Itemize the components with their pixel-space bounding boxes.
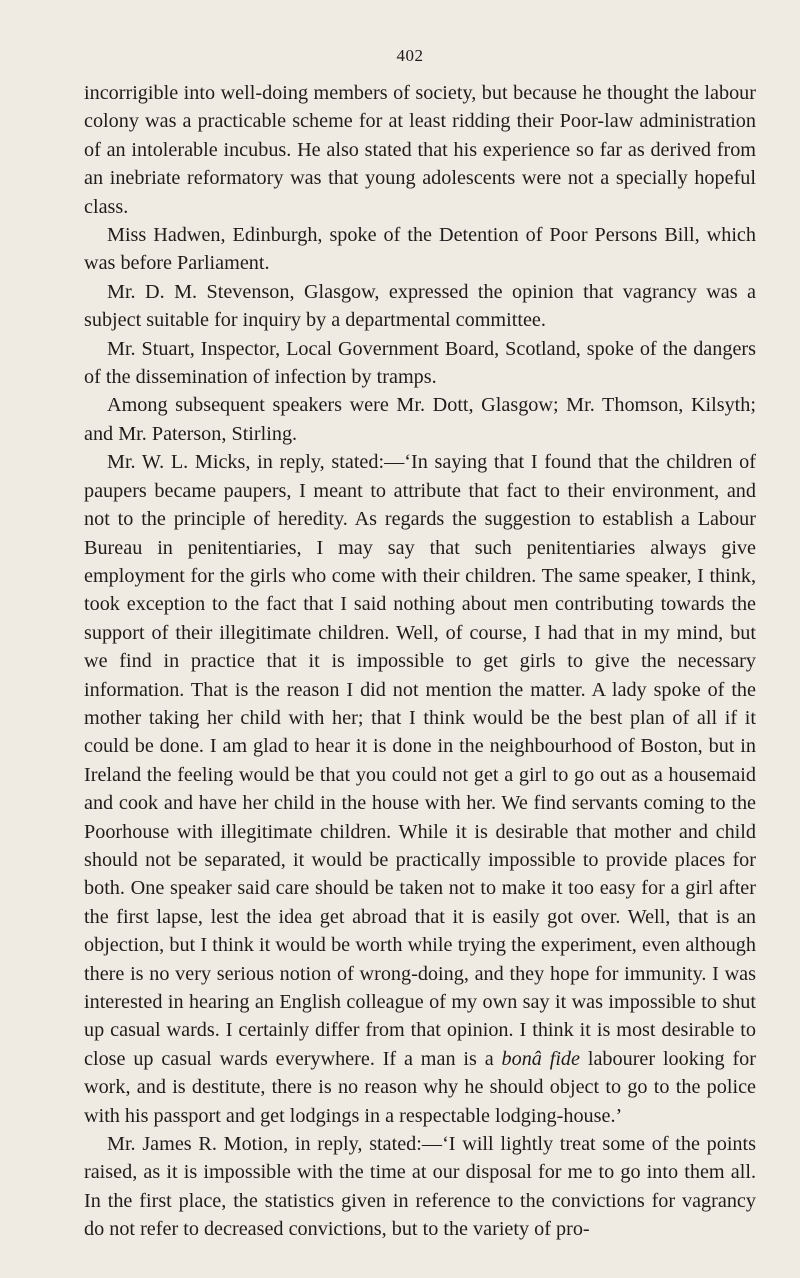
paragraph-subsequent-speakers: Among subsequent speakers were Mr. Dott, Glasgow; Mr. Thomson, Kilsyth; and Mr. Paterson, Stirling. [84,394,756,445]
paragraph-stevenson: Mr. D. M. Stevenson, Glasgow, expressed the opinion that vagrancy was a subject suitable for inquiry by a departmental committee. [84,280,756,332]
paragraph-continued: incorrigible into well-doing members of society, but because he thought the labour colony was a practicable scheme for at least ridding their Poor-law administration of an intolerable incubus. He also stated that his experience so far as derived from an inebriate reformatory was that young adolescents were not a specially hopeful class. [84,82,756,218]
paragraph-hadwen: Miss Hadwen, Edinburgh, spoke of the Detention of Poor Persons Bill, which was before Parliament. [84,224,756,275]
paragraph-micks-reply [84,448,756,1130]
micks-reply-text-end: labourer looking for work, and is destitute, there is no reason why he should object to go to the police with his passport and get lodgings in a respectable lodging-house.’ [84,1047,757,1127]
body-text [84,79,756,1244]
page-number: 402 [396,46,424,65]
italic-phrase: bonâ fide [501,1047,580,1070]
micks-reply-text: Mr. W. L. Micks, in reply, stated:—‘In saying that I found that the children of paupers became paupers, I meant to attribute that fact to their environment, and not to the principle of heredity. As regards the suggestion to establish a Labour Bureau in penitentiaries, I may say that such penitentiaries always give employment for the girls who come with their children. The same speaker, I think, took exception to the fact that I said nothing about men contributing towards the support of their illegitimate children. Well, of course, I had that in my mind, but we find in practice that it is impossible to get girls to give the necessary information. That is the reason I did not mention the matter. A lady spoke of the mother taking her child with her; that I think would be the best plan of all if it could be done. I am glad to hear it is done in the neighbourhood of Boston, but in Ireland the feeling would be that you could not get a girl to go out as a housemaid and cook and have her child in the house with her. We find servants coming to the Poorhouse with illegitimate children. While it is desirable that mother and child should not be separated, it would be practically impossible to provide places for both. One speaker said care should be taken not to make it too easy for a girl after the first lapse, lest the idea get abroad that it is easily got over. Well, that is an objection, but I think it would be worth while trying the experiment, even although there is no very serious notion of wrong-doing, and they hope for immunity. I was interested in hearing an English colleague of my own say it was impossible to shut up casual wards. I certainly differ from that opinion. I think it is most desirable to close up casual wards everywhere. If a man is a [84,451,756,1070]
paragraph-motion-reply: Mr. James R. Motion, in reply, stated:—‘I will lightly treat some of the points raised, as it is impossible with the time at our disposal for me to go into them all. In the first place, the statistics given in reference to the convictions for vagrancy do not refer to decreased convictions, but to the variety of pro- [84,1133,756,1241]
paragraph-stuart: Mr. Stuart, Inspector, Local Government Board, Scotland, spoke of the dangers of the dissemination of infection by tramps. [84,337,756,389]
